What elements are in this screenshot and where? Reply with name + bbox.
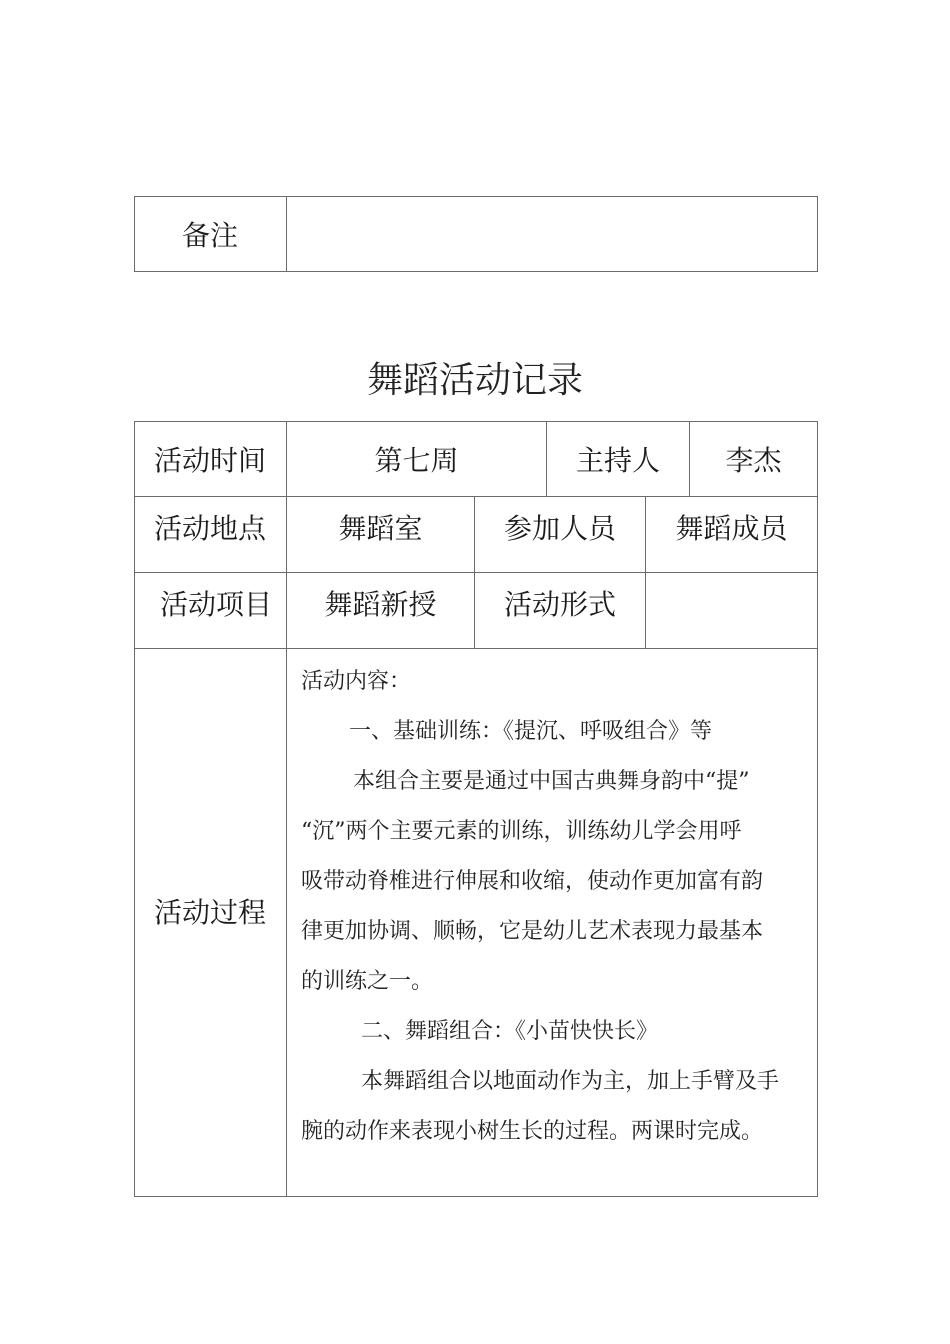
process-line: 本舞蹈组合以地面动作为主，加上手臂及手 (361, 1069, 780, 1094)
form-label: 活动形式 (503, 588, 616, 621)
process-line: 的训练之一。 (301, 969, 434, 994)
table-row-divider-3 (134, 648, 818, 649)
process-line: 本组合主要是通过中国古典舞身韵中“提” (353, 769, 750, 794)
process-content (301, 664, 809, 1164)
form-value (646, 572, 817, 634)
participants-value: 舞蹈成员 (675, 512, 788, 545)
host-label: 主持人 (575, 444, 660, 477)
process-line: 活动内容： (301, 669, 412, 694)
process-line: 一、基础训练：《提沉、呼吸组合》等 (349, 719, 713, 744)
time-value: 第七周 (374, 444, 459, 477)
project-label: 活动项目 (159, 588, 272, 621)
time-label: 活动时间 (153, 444, 266, 477)
process-line: 律更加协调、顺畅，它是幼儿艺术表现力最基本 (301, 919, 764, 944)
project-value: 舞蹈新授 (324, 588, 437, 621)
remarks-label: 备注 (181, 219, 238, 252)
process-line: “沉”两个主要元素的训练，训练幼儿学会用呼 (301, 819, 742, 844)
place-label: 活动地点 (153, 512, 266, 545)
page-title: 舞蹈活动记录 (366, 360, 583, 401)
host-value: 李杰 (725, 444, 782, 477)
remarks-value (287, 196, 817, 272)
participants-label: 参加人员 (503, 512, 616, 545)
remarks-border-right (817, 196, 818, 272)
process-label: 活动过程 (153, 896, 266, 929)
process-line: 吸带动脊椎进行伸展和收缩，使动作更加富有韵 (301, 869, 764, 894)
place-value: 舞蹈室 (338, 512, 423, 545)
process-line: 二、舞蹈组合：《小苗快快长》 (361, 1019, 659, 1044)
table-border-right (817, 421, 818, 1197)
process-line: 腕的动作来表现小树生长的过程。两课时完成。 (301, 1119, 764, 1144)
table-border-bottom (134, 1196, 818, 1197)
